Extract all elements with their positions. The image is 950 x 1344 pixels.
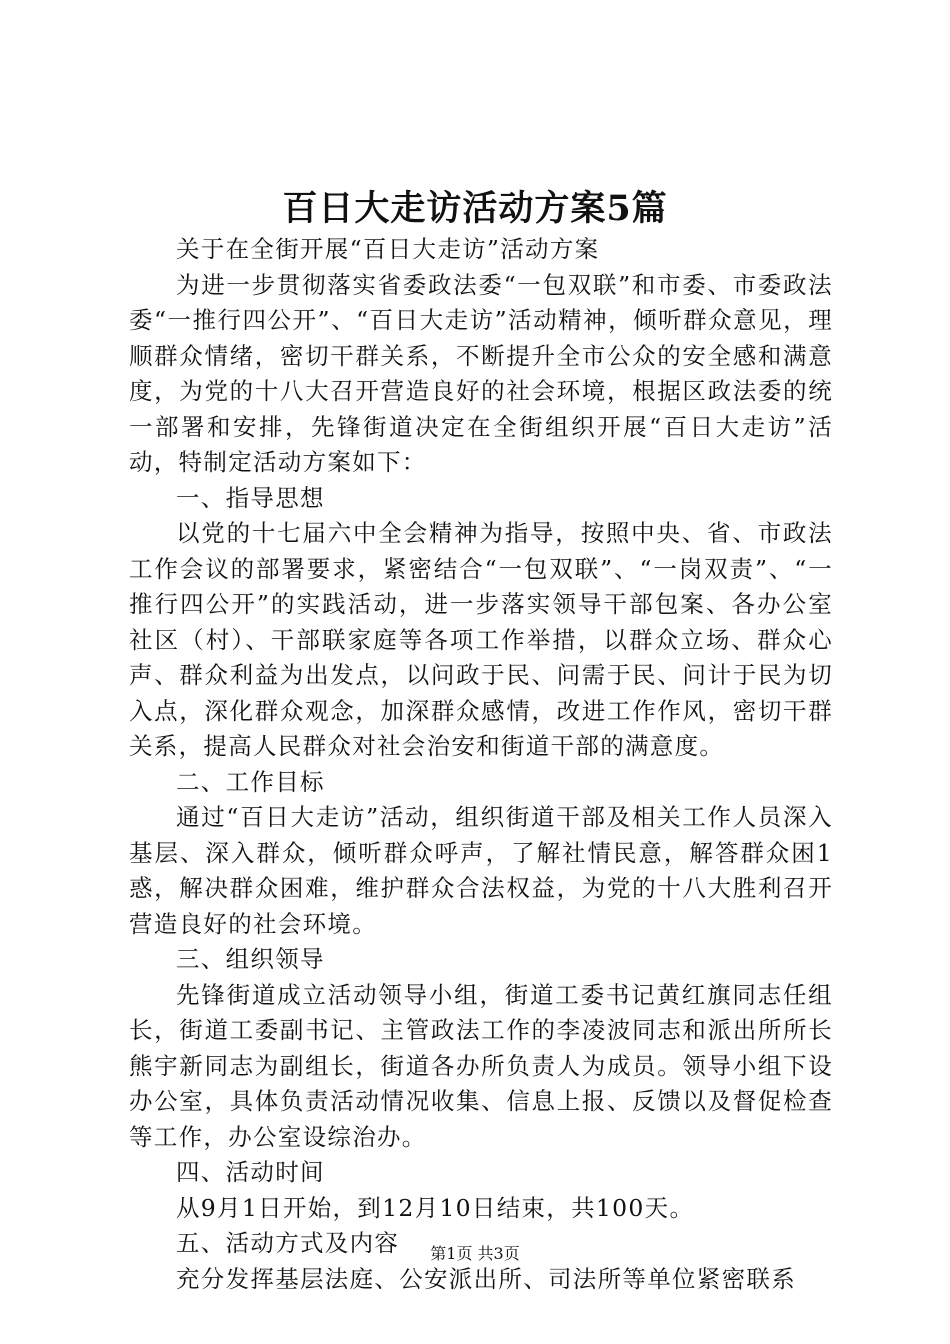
activity-methods-paragraph: 充分发挥基层法庭、公安派出所、司法所等单位紧密联系: [176, 1264, 796, 1293]
section-heading-activity-methods: 五、活动方式及内容: [176, 1229, 400, 1257]
subtitle-paragraph: 关于在全街开展“百日大走访”活动方案: [176, 235, 600, 263]
document-title: 百日大走访活动方案5篇: [282, 188, 668, 229]
organization-paragraph: 先锋街道成立活动领导小组，街道工委书记黄红旗同志任组长，街道工委副书记、主管政法工作的李凌波同志和派出所所长熊宇新同志为副组长，街道各办所负责人为成员。领导小组下设办公室，具体负责活动情况收集、信息上报、反馈以及督促检查等工作，办公室设综治办。: [129, 980, 833, 1151]
work-goals-paragraph: 通过“百日大走访”活动，组织街道干部及相关工作人员深入基层、深入群众，倾听群众呼声，了解社情民意，解答群众困1惑，解决群众困难，维护群众合法权益，为党的十八大胜利召开营造良好的社会环境。: [129, 803, 833, 938]
section-heading-organization: 三、组织领导: [176, 945, 325, 973]
activity-time-paragraph: 从9月1日开始，到12月10日结束，共100天。: [176, 1193, 695, 1222]
section-heading-activity-time: 四、活动时间: [176, 1158, 325, 1186]
section-heading-work-goals: 二、工作目标: [176, 767, 325, 796]
intro-paragraph: 为进一步贯彻落实省委政法委“一包双联”和市委、市委政法委“一推行四公开”、“百日大走访”活动精神，倾听群众意见，理顺群众情绪，密切干群关系，不断提升全市公众的安全感和满意度，为党的十八大召开营造良好的社会环境，根据区政法委的统一部署和安排，先锋街道决定在全街组织开展“百日大走访”活动，特制定活动方案如下：: [129, 270, 833, 476]
document-body: [129, 232, 833, 1297]
guiding-ideology-paragraph: 以党的十七届六中全会精神为指导，按照中央、省、市政法工作会议的部署要求，紧密结合“一包双联”、“一岗双责”、“一推行四公开”的实践活动，进一步落实领导干部包案、各办公室社区（村）、干部联家庭等各项工作举措，以群众立场、群众心声、群众利益为出发点，以问政于民、问需于民、问计于民为切入点，深化群众观念，加深群众感情，改进工作作风，密切干群关系，提高人民群众对社会治安和街道干部的满意度。: [129, 519, 833, 760]
section-heading-guiding-ideology: 一、指导思想: [176, 483, 325, 512]
page-footer: 第1页 共3页: [430, 1244, 520, 1263]
